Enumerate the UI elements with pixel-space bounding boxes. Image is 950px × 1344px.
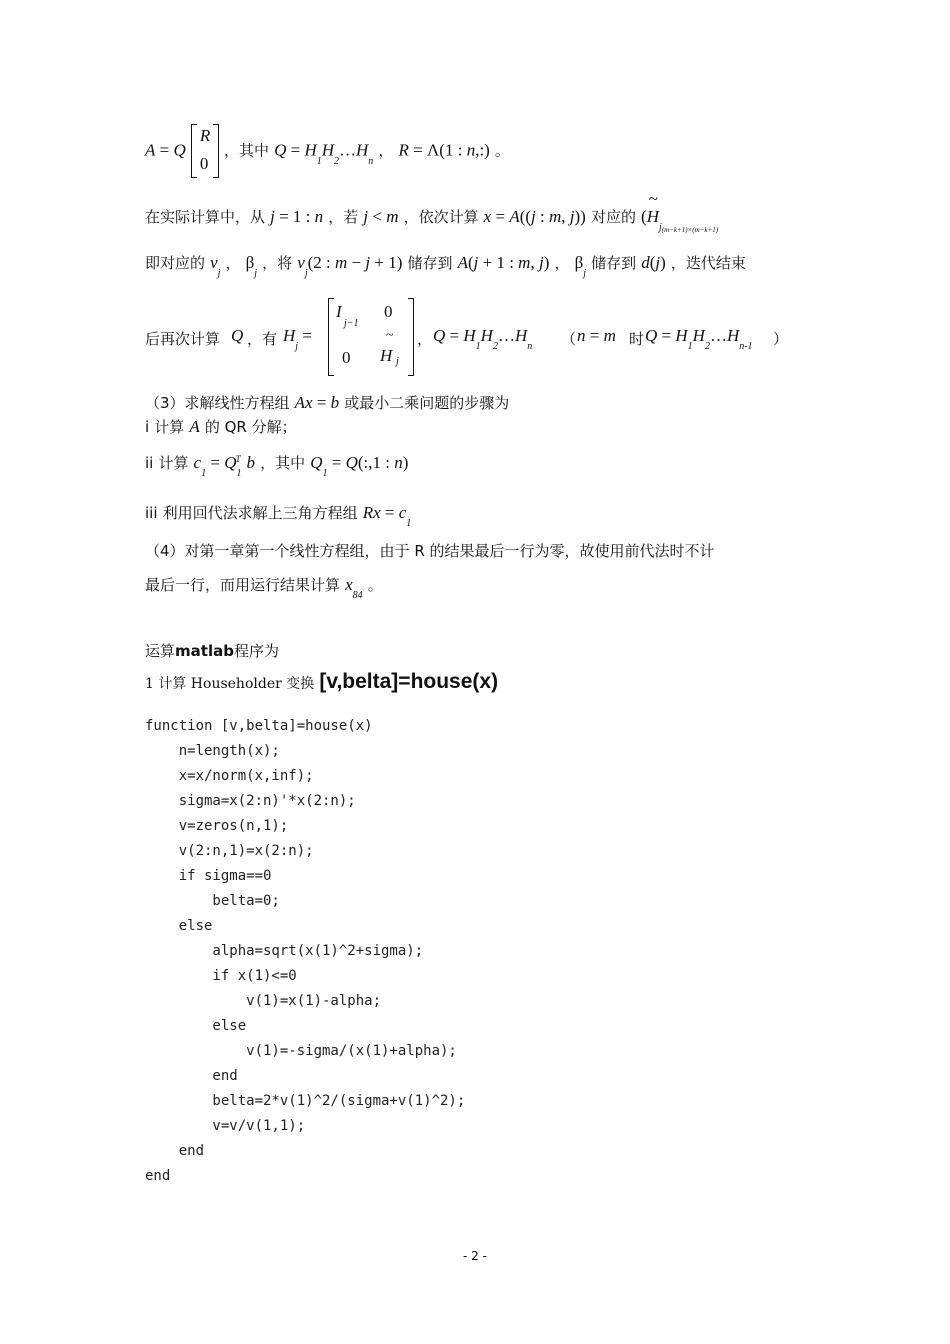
formula-qr-decomposition: A = Q R 0 ，其中 $Q = H_1H_2\dots H_n$ ， R = Λ(1 : n,:) 。 <box>145 124 510 178</box>
step-iii: iii 利用回代法求解上三角方程组 $Rx = c_1$ <box>145 503 412 529</box>
step-4-line-2: 最后一行，而用运行结果计算 $x_{84}$ 。 <box>145 575 383 601</box>
paragraph-line-2: 在实际计算中，从 j = 1 : n ，若 j < m ，依次计算 x = A((j : m, j)) 对应的 ( ~ $H_{j(m-k+1)\times(m-k+1)}$ <box>145 189 719 234</box>
code-line: else <box>145 1018 247 1034</box>
code-line: v(1)=-sigma/(x(1)+alpha); <box>145 1043 457 1059</box>
step-4-line-1: （4）对第一章第一个线性方程组，由于 R 的结果最后一行为零，故使用前代法时不计 <box>145 542 715 560</box>
code-line: else <box>145 918 213 934</box>
step-i: i 计算 A 的 QR 分解； <box>145 417 297 436</box>
code-line: end <box>145 1068 238 1084</box>
code-line: end <box>145 1168 171 1184</box>
document-page: A = Q R 0 ，其中 $Q = H_1H_2\dots H_n$ ， R = Λ(1 : n,:) 。 在实际计算中，从 j = 1 : n ，若 j < m ，依次计算 x = A((j : m, j)) 对应的 ( ~ $H_{j(m-k+1)\times(m-k+1)}$ 即对应的 $v_j$ ， $\beta_j$ ，将 $v_j(2$ : m − j + 1) 储存到 A(j + 1 : m, j) ， $\beta_j$ 储存到 d(j) ，迭代结束 后再次计算 Q ，有 $H_j$ = I j−1 0 ~ 0 H j ， $Q = H_1H_2\dots H_n$ （ n = m 时 $Q = H_1H_2\dots H_{n-1}$ ） （3）求解线性方程组 Ax = b 或最小二乘问题的步骤为 i 计算 A 的 QR 分解； ii 计算 $c_1 = Q_1^T$ b ，其中 $Q_1$ = Q(:,1 : n) iii 利用回代法求解上三角方程组 $Rx = c_1$ （4）对第一章第一个线性方程组，由于 R 的结果最后一行为零，故使用前代法时不计 最后一行，而用运行结果计算 $x_{84}$ 。 运算matlab程序为 1 计算 Householder 变换 [v,belta]=house(x) function [v,belta]=house(x) n=length(x); x=x/norm(x,inf); sigma=x(2:n)'*x(2:n); v=zeros(n,1); v(2:n,1)=x(2:n); if sigma==0 belta=0; else alpha=sqrt(x(1)^2+sigma); if x(1)<=0 v(1)=x(1)-alpha; else v(1)=-sigma/(x(1)+alpha); end belta=2*v(1)^2/(sigma+v(1)^2); v=v/v(1,1); end end - 2 - <box>0 0 950 1344</box>
block-matrix-h: I j−1 0 ~ 0 H j <box>328 298 414 376</box>
matlab-code-block <box>145 714 465 1189</box>
step-3-title: （3）求解线性方程组 Ax = b 或最小二乘问题的步骤为 <box>145 393 510 412</box>
code-line: x=x/norm(x,inf); <box>145 768 314 784</box>
code-line: belta=2*v(1)^2/(sigma+v(1)^2); <box>145 1093 466 1109</box>
code-line: v(2:n,1)=x(2:n); <box>145 843 314 859</box>
code-line: function [v,belta]=house(x) <box>145 718 373 734</box>
paragraph-line-3: 即对应的 $v_j$ ， $\beta_j$ ，将 $v_j(2$ : m − j + 1) 储存到 A(j + 1 : m, j) ， $\beta_j$ 储存到 d(j) ，迭代结束 <box>145 253 746 279</box>
matlab-intro: 运算matlab程序为 <box>145 642 279 660</box>
code-line: if sigma==0 <box>145 868 272 884</box>
code-line: v=zeros(n,1); <box>145 818 289 834</box>
code-line: end <box>145 1143 205 1159</box>
code-line: sigma=x(2:n)'*x(2:n); <box>145 793 356 809</box>
code-line: belta=0; <box>145 893 280 909</box>
code-line: v(1)=x(1)-alpha; <box>145 993 382 1009</box>
code-line: alpha=sqrt(x(1)^2+sigma); <box>145 943 424 959</box>
section-1-heading: 1 计算 Householder 变换 [v,belta]=house(x) <box>145 670 499 693</box>
step-ii: ii 计算 $c_1 = Q_1^T$ b ，其中 $Q_1$ = Q(:,1 : n) <box>145 453 409 479</box>
code-line: v=v/v(1,1); <box>145 1118 306 1134</box>
code-line: n=length(x); <box>145 743 280 759</box>
code-line: if x(1)<=0 <box>145 968 297 984</box>
matrix-r-zero: R 0 <box>191 124 219 178</box>
page-number: - 2 - <box>463 1249 487 1263</box>
